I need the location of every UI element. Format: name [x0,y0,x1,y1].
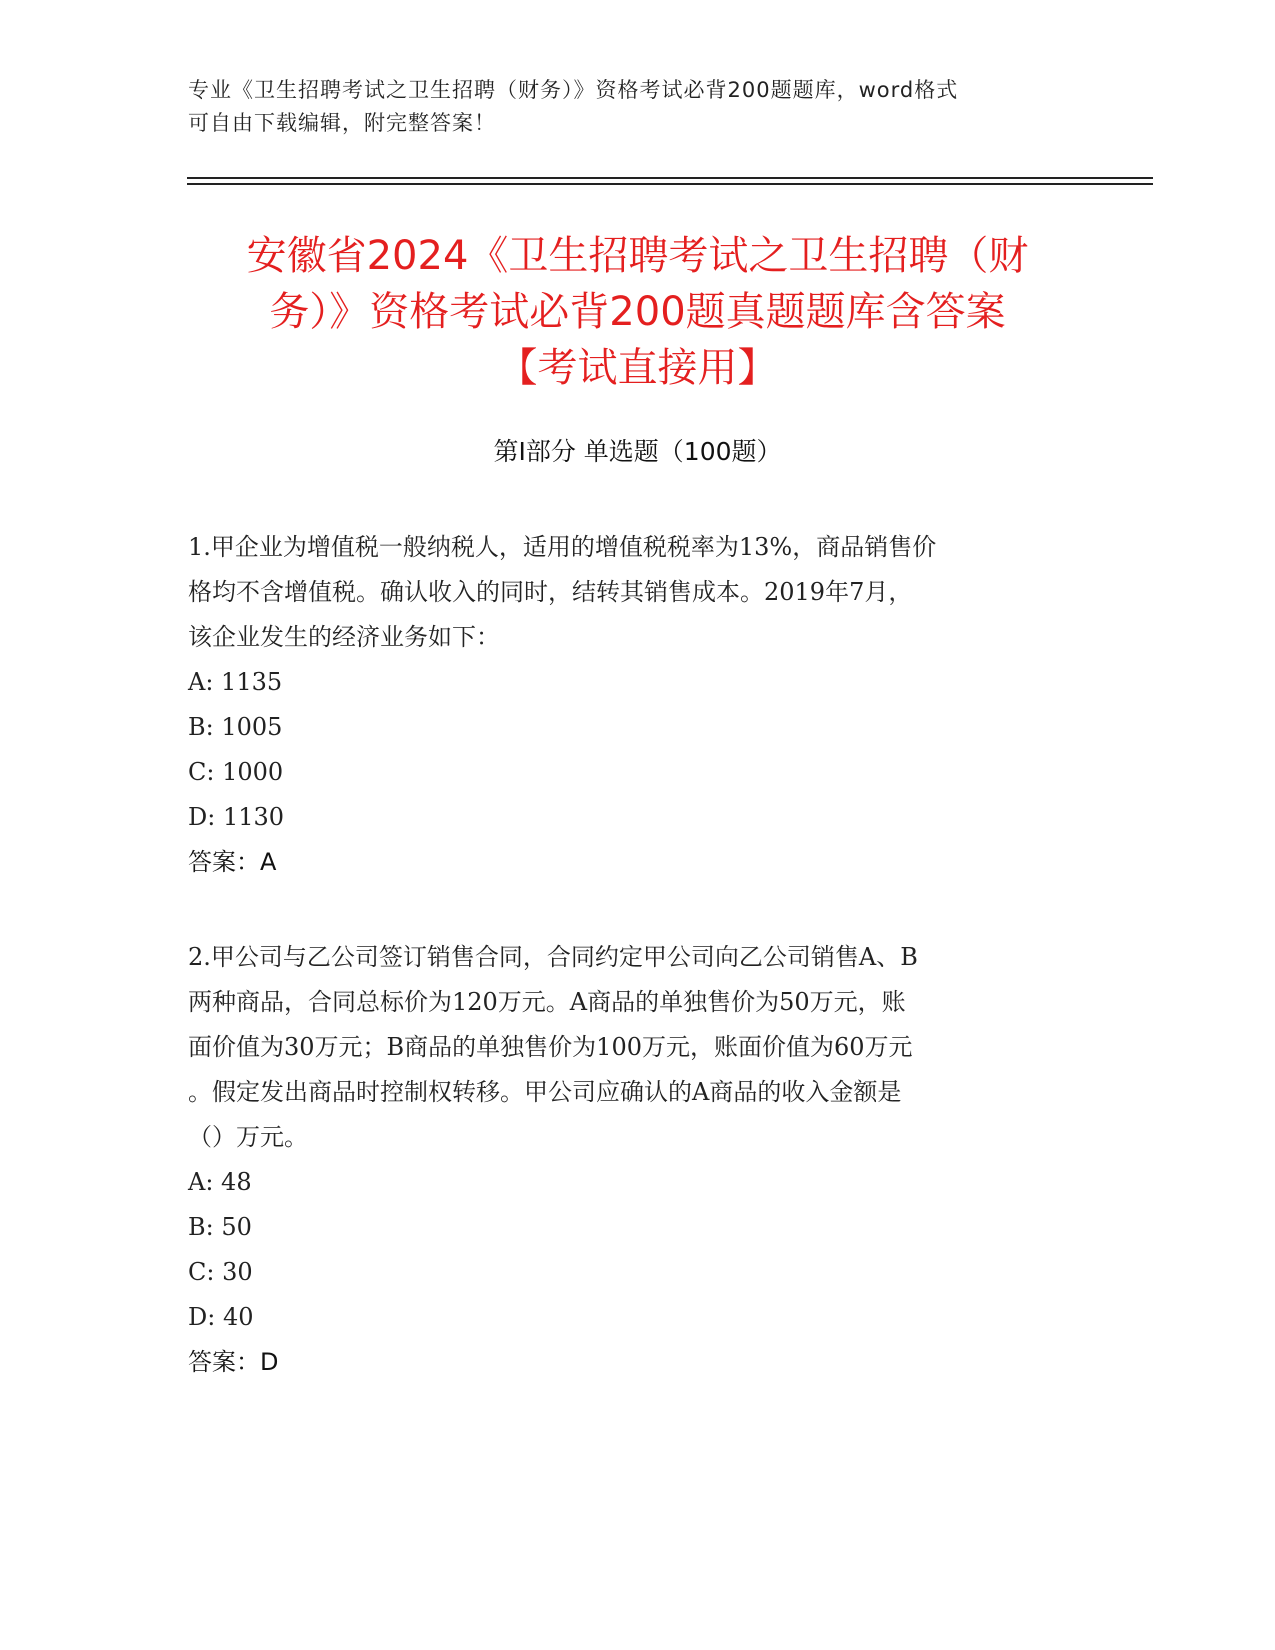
stem-line: 两种商品，合同总标价为120万元。A商品的单独售价为50万元，账 [188,988,906,1016]
title-line: 务）》资格考试必背200题真题题库含答案 [269,289,1006,335]
option-d: D: 40 [188,1303,254,1331]
question-1 [188,525,1088,885]
title-line: 【考试直接用】 [497,345,778,391]
option-b: B: 50 [188,1213,252,1241]
stem-line: 面价值为30万元；B商品的单独售价为100万元，账面价值为60万元 [188,1033,913,1061]
option-c: C: 30 [188,1258,253,1286]
stem-line: 2.甲公司与乙公司签订销售合同，合同约定甲公司向乙公司销售A、B [188,943,918,971]
option-d: D: 1130 [188,803,285,831]
answer: 答案：D [188,1348,279,1376]
option-a: A: 1135 [188,668,283,696]
answer: 答案：A [188,848,277,876]
option-a: A: 48 [188,1168,252,1196]
header-note-line: 专业《卫生招聘考试之卫生招聘（财务）》资格考试必背200题题库，word格式 [188,78,959,102]
stem-line: 。假定发出商品时控制权转移。甲公司应确认的A商品的收入金额是 [188,1078,902,1106]
stem-line: （）万元。 [188,1123,308,1151]
section-heading: 第Ⅰ部分 单选题（100题） [493,437,782,466]
header-note-line: 可自由下载编辑，附完整答案！ [188,111,496,135]
document-title [160,228,1115,396]
option-c: C: 1000 [188,758,284,786]
stem-line: 该企业发生的经济业务如下： [188,623,500,651]
header-divider [187,183,1153,185]
question-stem [188,525,1088,660]
stem-line: 1.甲企业为增值税一般纳税人，适用的增值税税率为13%，商品销售价 [188,533,937,561]
question-stem [188,935,1088,1160]
stem-line: 格均不含增值税。确认收入的同时，结转其销售成本。2019年7月， [188,578,913,606]
option-b: B: 1005 [188,713,283,741]
header-note [188,74,1068,140]
header-divider [187,177,1153,179]
title-line: 安徽省2024《卫生招聘考试之卫生招聘（财 [246,233,1029,279]
question-2 [188,935,1088,1385]
